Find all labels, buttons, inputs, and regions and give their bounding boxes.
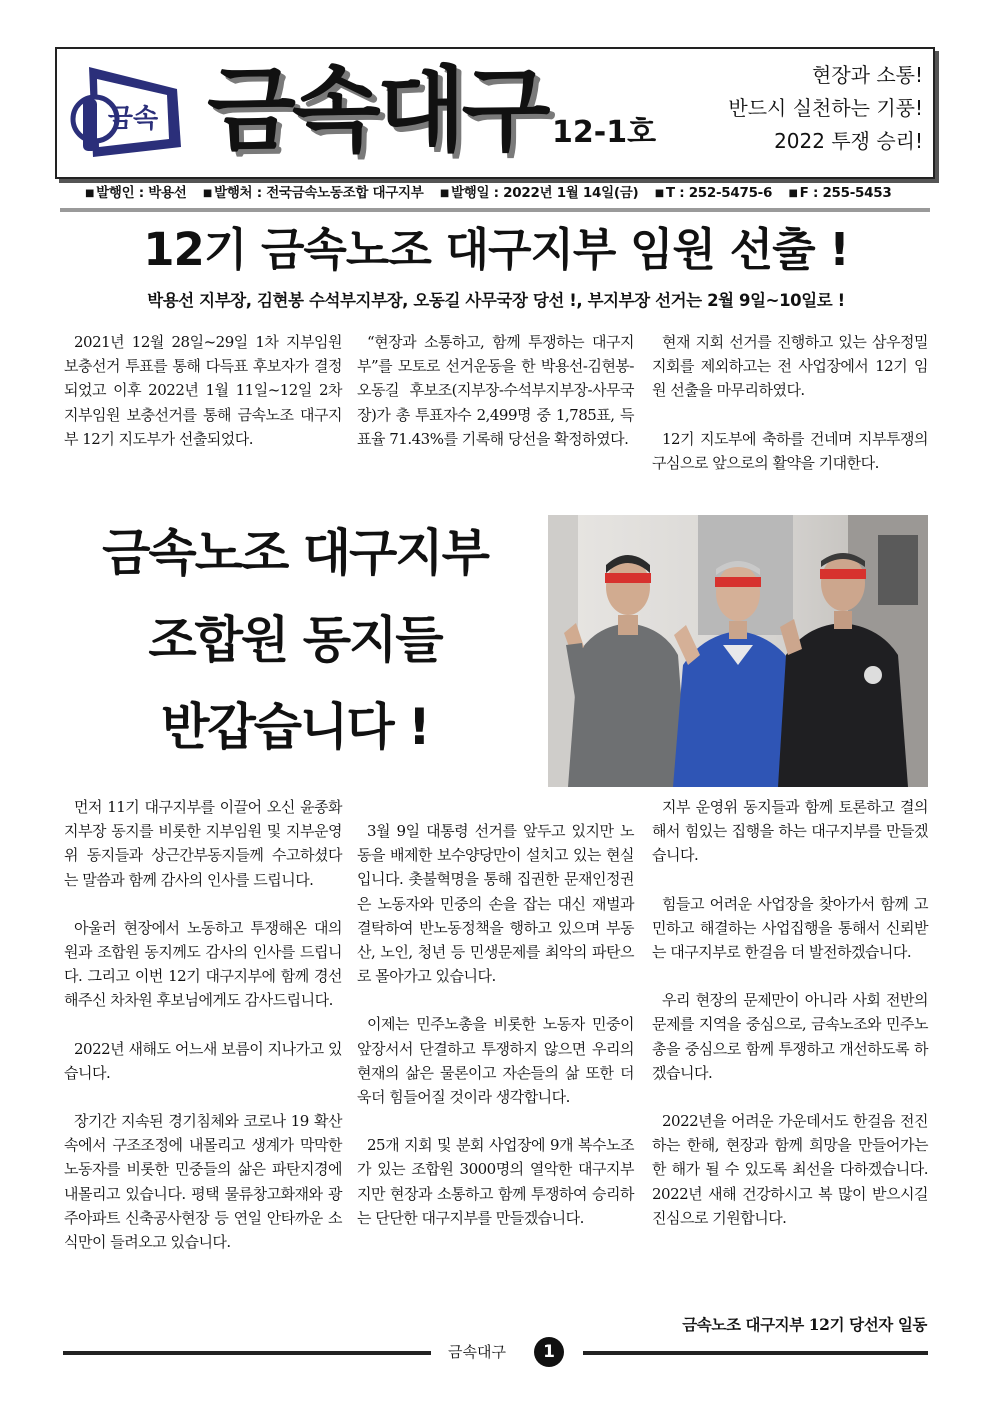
paragraph: 12기 지도부에 축하를 건네며 지부투쟁의 구심으로 앞으로의 활약을 기대한다. — [652, 429, 928, 472]
paragraph: 먼저 11기 대구지부를 이끌어 오신 윤종화지부장 동지를 비롯한 지부임원 및 지부운영위 동지들과 상근간부동지들께 수고하셨다는 말씀과 함께 감사의 인사를 드립니다. — [64, 798, 342, 889]
paragraph: 25개 지회 및 분회 사업장에 9개 복수노조가 있는 조합원 3000명의 열악한 대구지부지만 현장과 소통하고 함께 투쟁하여 승리하는 단단한 대구지부를 만들겠습니다. — [357, 1136, 634, 1227]
paragraph: 2021년 12월 28일~29일 1차 지부임원 보충선거 투표를 통해 다득표 후보자가 결정되었고 이후 2022년 1월 11일~12일 2차 지부임원 보충선거를 통해 금속노조 대구지부 12기 지도부가 선출되었다. — [64, 333, 342, 448]
elected-officers-photo — [548, 515, 928, 787]
fax: ■ F : 255-5453 — [788, 185, 891, 201]
issue-number: 12-1호 — [552, 115, 657, 150]
paragraph: “현장과 소통하고, 함께 투쟁하는 대구지부”를 모토로 선거운동을 한 박용선-김현봉-오동길 후보조(지부장-수석부지부장-사무국장)가 총 투표자수 2,499명 중 1,785표, 득표율 71.43%를 기록해 당선을 확정하였다. — [357, 333, 634, 448]
welcome-message — [60, 510, 530, 771]
telephone: ■ T : 252-5475-6 — [655, 185, 772, 201]
publisher: ■ 발행인 : 박용선 — [85, 185, 187, 201]
slogan-3: 2022 투쟁 승리! — [774, 129, 923, 153]
publishing-office: ■ 발행처 : 전국금속노동조합 대구지부 — [203, 185, 424, 201]
slogans — [728, 59, 923, 158]
footer-rule-right — [583, 1351, 928, 1355]
paragraph: 현재 지회 선거를 진행하고 있는 삼우정밀지회를 제외하고는 전 사업장에서 12기 임원 선출을 마무리하였다. — [652, 333, 928, 400]
article-top-col-2 — [357, 330, 634, 451]
slogan-2: 반드시 실천하는 기풍! — [728, 96, 923, 120]
paragraph: 힘들고 어려운 사업장을 찾아가서 함께 고민하고 해결하는 사업집행을 통해서 신뢰받는 대구지부로 한걸음 더 발전하겠습니다. — [652, 894, 928, 962]
publication-info — [85, 181, 925, 201]
article-top-col-3 — [652, 330, 928, 475]
signature: 금속노조 대구지부 12기 당선자 일동 — [682, 1315, 927, 1334]
logo-text: 금속 — [107, 104, 159, 134]
newsletter-title: 금속대구 — [207, 57, 547, 164]
subheadline: 박용선 지부장, 김현봉 수석부지부장, 오동길 사무국장 당선 !, 부지부장 선거는 2월 9일~10일로 ! — [147, 291, 845, 310]
union-logo-icon — [69, 59, 187, 164]
article-bottom-col-3 — [652, 795, 928, 1230]
paragraph: 지부 운영위 동지들과 함께 토론하고 결의해서 힘있는 집행을 하는 대구지부를 만들겠습니다. — [652, 798, 928, 865]
paragraph: 우리 현장의 문제만이 아니라 사회 전반의 문제를 지역을 중심으로, 금속노조와 민주노총을 중심으로 함께 투쟁하고 개선하도록 하겠습니다. — [652, 991, 928, 1082]
paragraph: 장기간 지속된 경기침체와 코로나 19 확산 속에서 구조조정에 내몰리고 생계가 막막한 노동자를 비롯한 민중들의 삶은 파탄지경에 내몰리고 있습니다. 평택 물류창고화재와 광주아파트 신축공사현장 등 연일 안타까운 소식만이 들려오고 있습니다. — [64, 1112, 342, 1252]
paragraph: 2022년을 어려운 가운데서도 한걸음 전진하는 한해, 현장과 함께 희망을 만들어가는 한 해가 될 수 있도록 최선을 다하겠습니다. 2022년 새해 건강하시고 복 많이 받으시길 진심으로 기원합니다. — [652, 1112, 928, 1227]
header-divider — [60, 208, 930, 212]
article-top-col-1 — [64, 330, 342, 451]
paragraph: 이제는 민주노총을 비롯한 노동자 민중이 앞장서서 단결하고 투쟁하지 않으면 우리의 현재의 삶은 물론이고 자손들의 삶 또한 더욱더 힘들어질 것이라 생각합니다. — [357, 1015, 634, 1107]
footer-rule-left — [63, 1351, 431, 1355]
slogan-1: 현장과 소통! — [812, 63, 923, 87]
welcome-line-3: 반갑습니다 ! — [161, 698, 429, 756]
paragraph: 3월 9일 대통령 선거를 앞두고 있지만 노동을 배제한 보수양당만이 설치고 있는 현실입니다. 촛불혁명을 통해 집권한 문재인정권은 노동자와 민중의 손을 잡는 대신 재벌과 결탁하여 반노동정책을 행하고 있으며 부동산, 노인, 청년 등 민생문제를 최악의 파탄으로 몰아가고 있습니다. — [357, 822, 634, 986]
welcome-line-1: 금속노조 대구지부 — [102, 524, 488, 582]
article-bottom-col-1 — [64, 795, 342, 1254]
welcome-line-2: 조합원 동지들 — [148, 611, 442, 669]
paragraph: 2022년 새해도 어느새 보름이 지나가고 있습니다. — [64, 1039, 342, 1082]
footer-label: 금속대구 — [448, 1343, 506, 1361]
publish-date: ■ 발행일 : 2022년 1월 14일(금) — [440, 185, 638, 201]
page-number: 1 — [534, 1337, 564, 1367]
headline: 12기 금속노조 대구지부 임원 선출 ! — [143, 223, 849, 276]
article-bottom-col-2 — [357, 819, 634, 1230]
masthead — [55, 47, 935, 179]
paragraph: 아울러 현장에서 노동하고 투쟁해온 대의원과 조합원 동지께도 감사의 인사를 드립니다. 그리고 이번 12기 대구지부에 함께 경선해주신 차차원 후보님에게도 감사드립니다. — [64, 918, 342, 1010]
